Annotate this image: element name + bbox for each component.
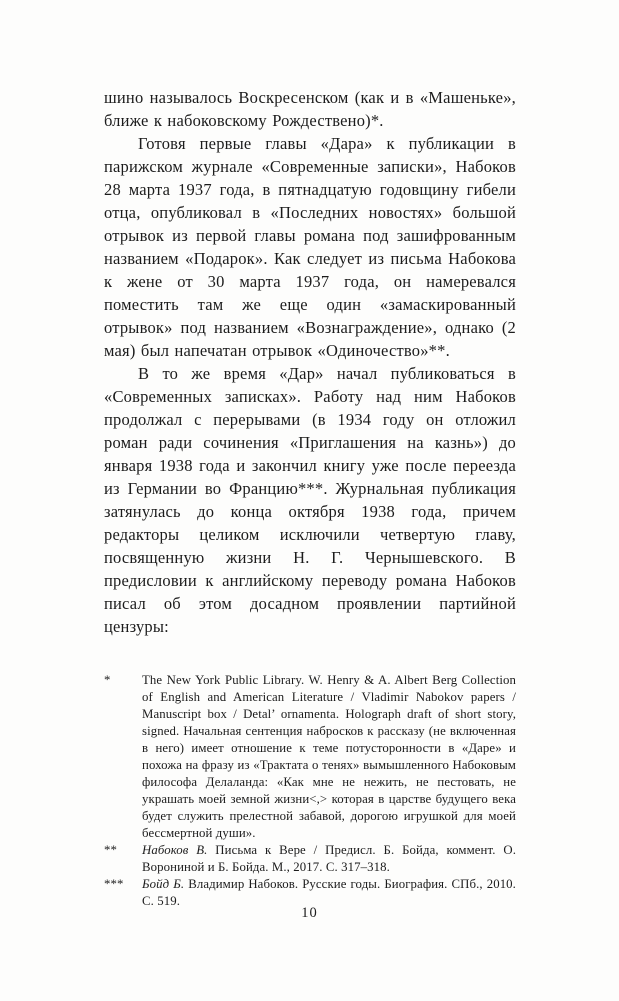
footnote-author: Набоков В. bbox=[142, 843, 208, 857]
paragraph: Готовя первые главы «Дара» к публикации в парижском журнале «Современные записки», Набоков 28 марта 1937 года, в пятнадцатую годовщину гибели отца, опубликовал в «Последних новостях» большой отрывок из первой главы романа под зашифрованным названием «Подарок». Как следует из письма Набокова к жене от 30 марта 1937 года, он намеревался поместить там же еще один «замаскированный отрывок» под названием «Вознаграждение», однако (2 мая) был напечатан отрывок «Одиночество»**. bbox=[104, 134, 516, 360]
footnote-author: Бойд Б. bbox=[142, 877, 185, 891]
footnotes-section bbox=[104, 672, 516, 910]
page-number: 10 bbox=[301, 905, 318, 921]
footnote-body-text: Письма к Вере / Предисл. Б. Бойда, коммент. О. Ворониной и Б. Бойда. М., 2017. С. 317–318. bbox=[142, 843, 516, 874]
footnote-text bbox=[142, 842, 516, 876]
footnote bbox=[104, 672, 516, 842]
footnote-marker: * bbox=[104, 673, 111, 687]
footnote bbox=[104, 842, 516, 876]
paragraph-continuation: шино называлось Воскресенском (как и в «Машеньке», ближе к набоковскому Рождествено)*. bbox=[104, 88, 516, 130]
footnote-body-text: The New York Public Library. W. Henry & A. Albert Berg Collection of English and American Literature / Vladimir Nabokov papers / Manuscript box / Detal’ ornamenta. Holograph draft of short story, signed. Начальная сентенция набросков к рассказу (не включенная в него) имеет отношение к теме потусторонности в «Даре» и похожа на фразу из «Трактата о тенях» вымышленного Набоковым философа Делаланда: «Как мне не нежить, не пестовать, не украшать моей земной жизни<,> которая в царстве будущего века будет служить прелестной забавой, дорогою игрушкой для моей бессмертной души». bbox=[142, 673, 516, 840]
footnote-body-text: Владимир Набоков. Русские годы. Биография. СПб., 2010. С. 519. bbox=[142, 877, 516, 908]
footnote-marker: ** bbox=[104, 843, 117, 857]
footnote-text bbox=[142, 672, 516, 842]
main-text bbox=[104, 86, 516, 638]
paragraph: В то же время «Дар» начал публиковаться в «Современных записках». Работу над ним Набоков продолжал с перерывами (в 1934 году он отложил роман ради сочинения «Приглашения на казнь») до января 1938 года и закончил книгу уже после переезда из Германии во Францию***. Журнальная публикация затянулась до конца октября 1938 года, причем редакторы целиком исключили четвертую главу, посвященную жизни Н. Г. Чернышевского. В предисловии к английскому переводу романа Набоков писал об этом досадном проявлении партийной цензуры: bbox=[104, 364, 516, 636]
footnote-marker: *** bbox=[104, 877, 124, 891]
text-block bbox=[104, 86, 516, 910]
